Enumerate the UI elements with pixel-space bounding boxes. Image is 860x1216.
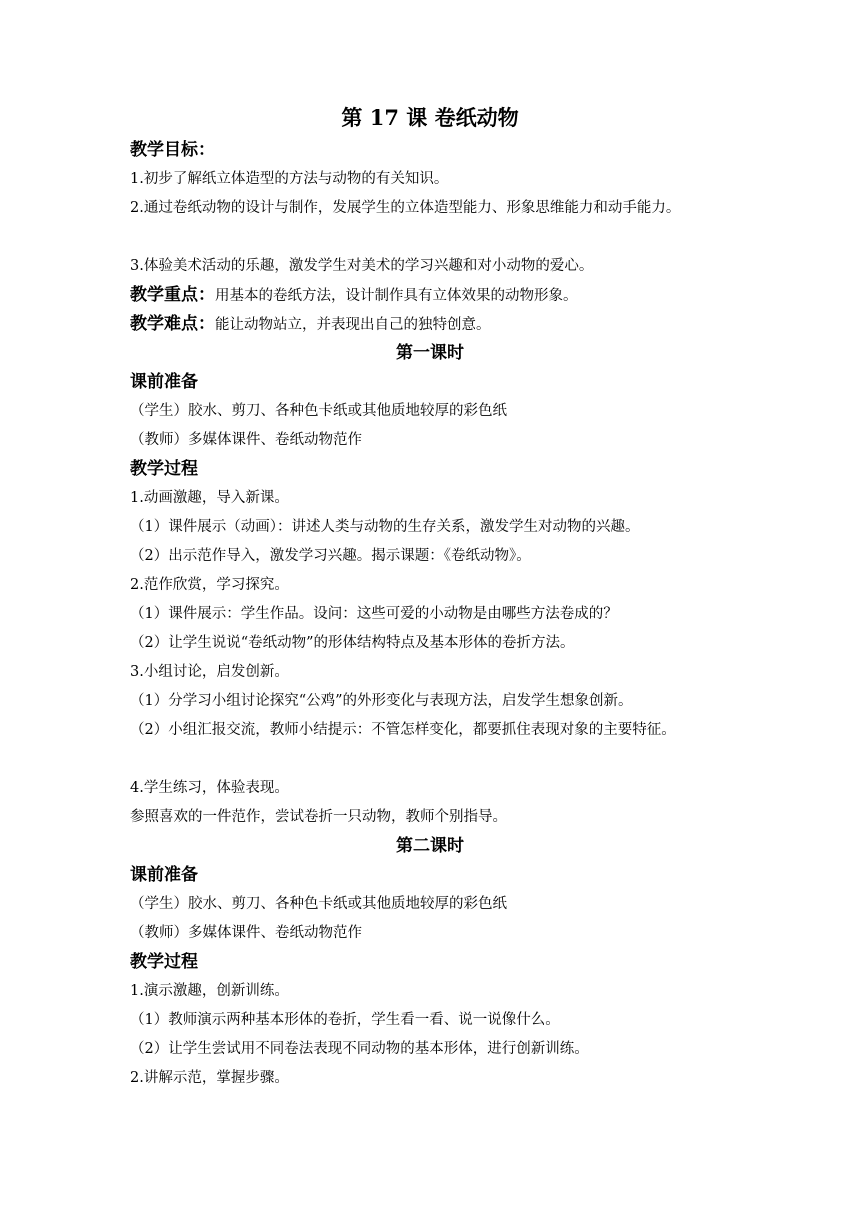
lesson2-process-item: 1.演示激趣，创新训练。 [130, 983, 289, 999]
lesson1-process-item: （1）课件展示：学生作品。设问：这些可爱的小动物是由哪些方法卷成的？ [130, 606, 618, 622]
difficulty-text: 能让动物站立，并表现出自己的独特创意。 [215, 317, 491, 333]
lesson1-prep-item: （学生）胶水、剪刀、各种色卡纸或其他质地较厚的彩色纸 [130, 403, 507, 419]
lesson1-process-item: 1.动画激趣，导入新课。 [130, 490, 289, 506]
objective-item: 3.体验美术活动的乐趣，激发学生对美术的学习兴趣和对小动物的爱心。 [130, 258, 594, 274]
lesson2-process-heading: 教学过程 [130, 952, 198, 972]
lesson1-process-item: （2）让学生说说“卷纸动物”的形体结构特点及基本形体的卷折方法。 [130, 635, 575, 651]
key-point-label: 教学重点： [130, 285, 215, 305]
lesson2-title: 第二课时 [396, 836, 464, 856]
lesson2-process-item: （1）教师演示两种基本形体的卷折，学生看一看、说一说像什么。 [130, 1012, 560, 1028]
lesson1-process-item: 3.小组讨论，启发创新。 [130, 664, 289, 680]
lesson1-process-item: 4.学生练习，体验表现。 [130, 780, 289, 796]
lesson-title: 第 17 课 卷纸动物 [341, 105, 519, 130]
document-page [130, 100, 730, 1093]
lesson1-process-item: （2）小组汇报交流，教师小结提示：不管怎样变化，都要抓住表现对象的主要特征。 [130, 722, 676, 738]
key-point-row [130, 281, 730, 310]
lesson1-prep-heading: 课前准备 [130, 372, 198, 392]
lesson2-prep-item: （学生）胶水、剪刀、各种色卡纸或其他质地较厚的彩色纸 [130, 896, 507, 912]
difficulty-row [130, 310, 730, 339]
lesson2-prep-item: （教师）多媒体课件、卷纸动物范作 [130, 925, 362, 941]
lesson1-process-item: （2）出示范作导入，激发学习兴趣。揭示课题：《卷纸动物》。 [130, 548, 531, 564]
lesson2-prep-heading: 课前准备 [130, 865, 198, 885]
lesson1-process-item: 2.范作欣赏，学习探究。 [130, 577, 289, 593]
objective-item: 2.通过卷纸动物的设计与制作，发展学生的立体造型能力、形象思维能力和动手能力。 [130, 200, 681, 216]
lesson1-process-item: 参照喜欢的一件范作，尝试卷折一只动物，教师个别指导。 [130, 809, 507, 825]
objective-item: 1.初步了解纸立体造型的方法与动物的有关知识。 [130, 171, 449, 187]
lesson1-process-item: （1）课件展示（动画）：讲述人类与动物的生存关系，激发学生对动物的兴趣。 [130, 519, 640, 535]
lesson1-title: 第一课时 [396, 343, 464, 363]
lesson2-process-item: （2）让学生尝试用不同卷法表现不同动物的基本形体，进行创新训练。 [130, 1041, 589, 1057]
lesson1-process-heading: 教学过程 [130, 459, 198, 479]
difficulty-label: 教学难点： [130, 314, 215, 334]
lesson1-process-item: （1）分学习小组讨论探究“公鸡”的外形变化与表现方法，启发学生想象创新。 [130, 693, 633, 709]
lesson1-prep-item: （教师）多媒体课件、卷纸动物范作 [130, 432, 362, 448]
lesson2-process-item: 2.讲解示范，掌握步骤。 [130, 1070, 289, 1086]
key-point-text: 用基本的卷纸方法，设计制作具有立体效果的动物形象。 [215, 288, 578, 304]
objectives-heading: 教学目标： [130, 140, 215, 160]
